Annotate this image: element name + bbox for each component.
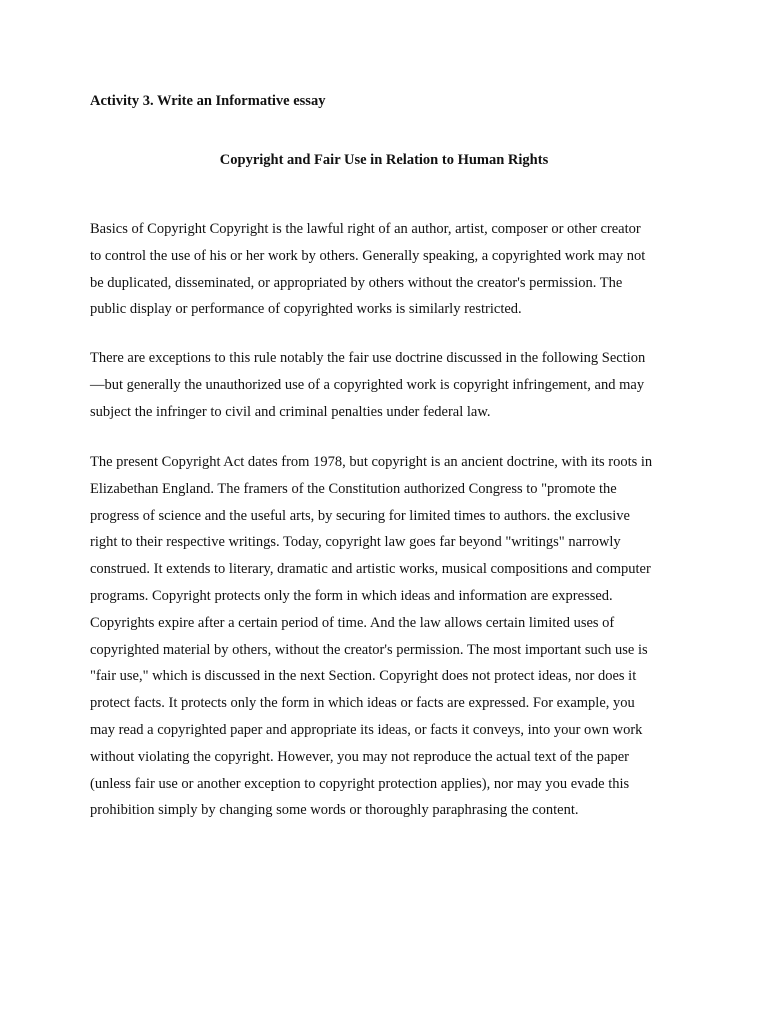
paragraph-line: programs. Copyright protects only the form in which ideas and information are expressed. <box>90 587 613 604</box>
paragraph-line: copyrighted material by others, without the creator's permission. The most important such use is <box>90 641 648 658</box>
essay-title: Copyright and Fair Use in Relation to Human Rights <box>219 152 549 168</box>
paragraph-line: without violating the copyright. However, you may not reproduce the actual text of the paper <box>90 748 629 765</box>
paragraph-exceptions <box>90 345 690 425</box>
paragraph-line: Elizabethan England. The framers of the Constitution authorized Congress to "promote the <box>90 480 617 497</box>
paragraph-line: Copyrights expire after a certain period of time. And the law allows certain limited uses of <box>90 614 615 631</box>
paragraph-line: to control the use of his or her work by others. Generally speaking, a copyrighted work may not <box>90 247 646 264</box>
paragraph-line: right to their respective writings. Today, copyright law goes far beyond "writings" narrowly <box>90 534 621 551</box>
paragraph-line: "fair use," which is discussed in the next Section. Copyright does not protect ideas, nor does it <box>90 668 637 685</box>
paragraph-line: progress of science and the useful arts, by securing for limited times to authors. the exclusive <box>90 507 630 524</box>
paragraph-line: The present Copyright Act dates from 1978, but copyright is an ancient doctrine, with its roots in <box>90 454 653 470</box>
activity-heading: Activity 3. Write an Informative essay <box>90 93 326 109</box>
paragraph-copyright-act <box>90 449 690 824</box>
paragraph-line: There are exceptions to this rule notably the fair use doctrine discussed in the following Section <box>90 350 646 366</box>
paragraph-line: Basics of Copyright Copyright is the lawful right of an author, artist, composer or other creator <box>90 221 641 237</box>
paragraph-line: —but generally the unauthorized use of a copyrighted work is copyright infringement, and may <box>90 376 645 393</box>
paragraph-line: subject the infringer to civil and criminal penalties under federal law. <box>90 403 491 420</box>
paragraph-line: prohibition simply by changing some words or thoroughly paraphrasing the content. <box>90 802 579 819</box>
paragraph-line: public display or performance of copyrighted works is similarly restricted. <box>90 301 522 318</box>
paragraph-line: construed. It extends to literary, dramatic and artistic works, musical compositions and computer <box>90 561 651 578</box>
paragraph-line: be duplicated, disseminated, or appropriated by others without the creator's permission. The <box>90 274 623 291</box>
paragraph-line: (unless fair use or another exception to copyright protection applies), nor may you evade this <box>90 775 630 792</box>
paragraph-line: may read a copyrighted paper and appropriate its ideas, or facts it conveys, into your own work <box>90 721 643 738</box>
paragraph-line: protect facts. It protects only the form in which ideas or facts are expressed. For example, you <box>90 695 635 712</box>
paragraph-basics-of-copyright <box>90 216 690 323</box>
